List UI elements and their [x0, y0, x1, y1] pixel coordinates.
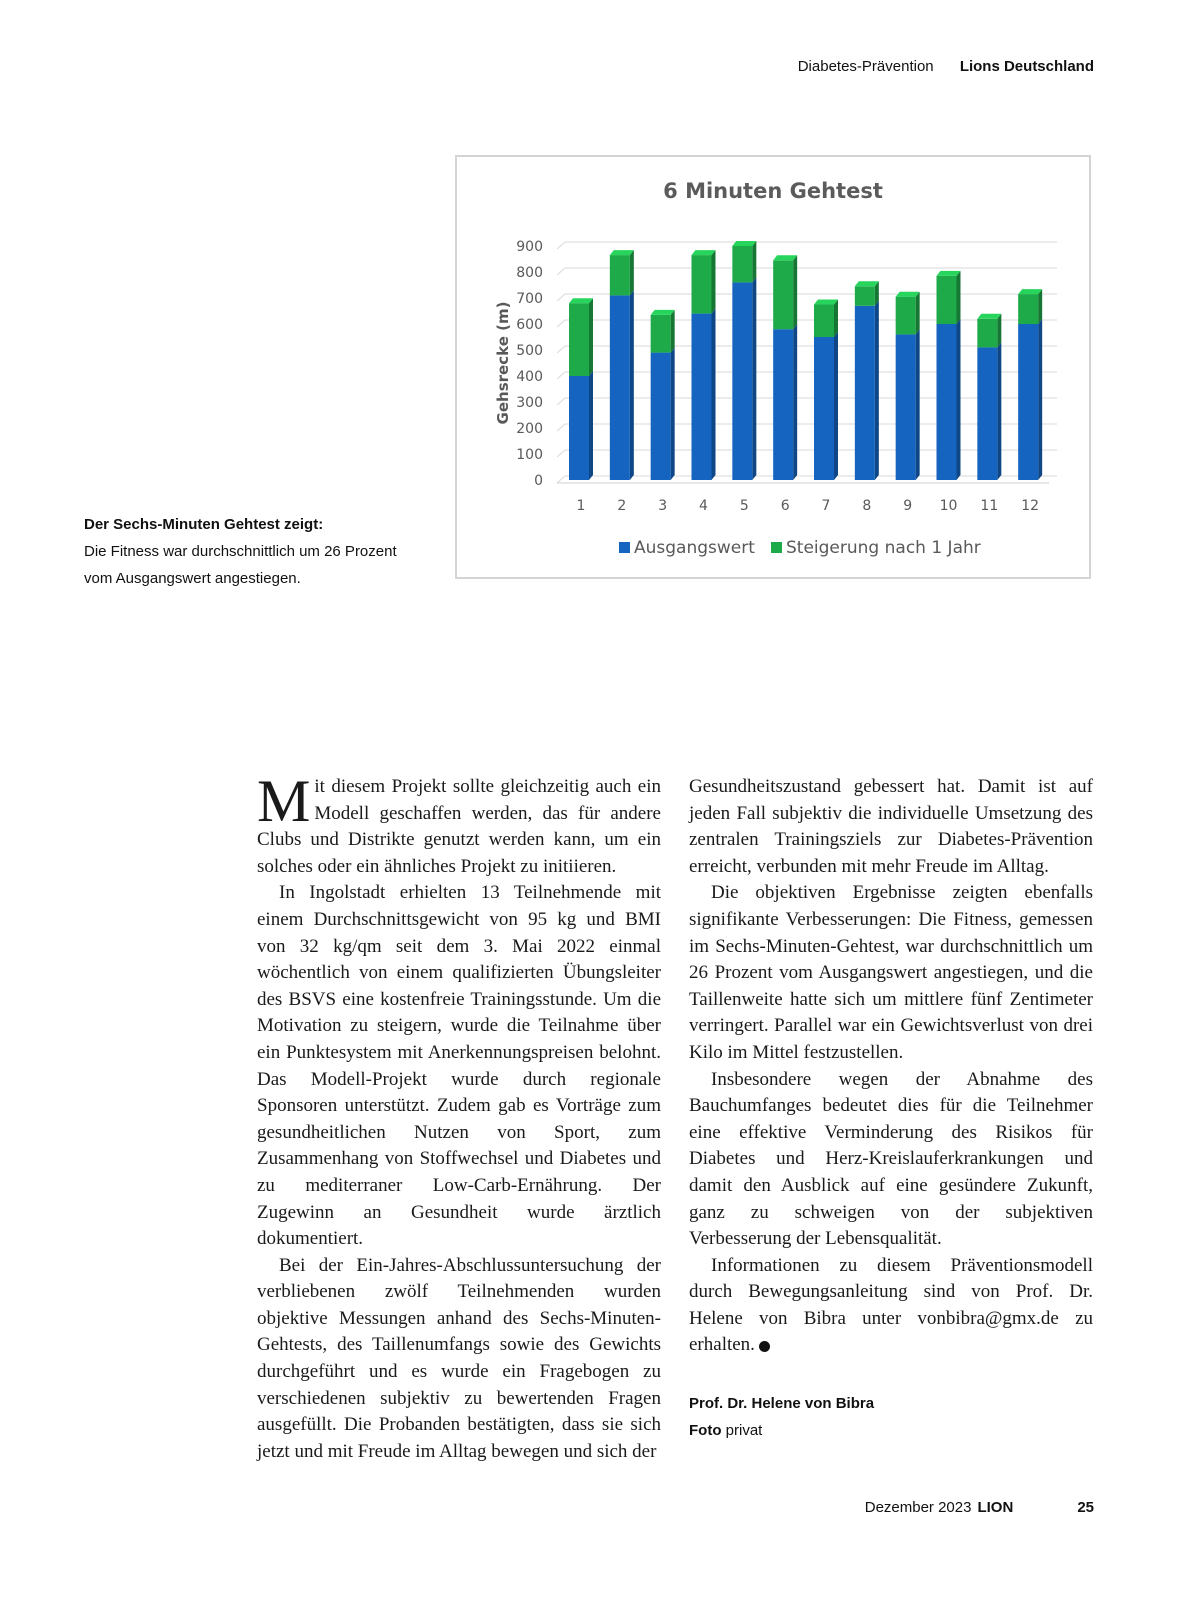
article-paragraph-5: Insbesondere wegen der Abnahme des Bauchumfanges bedeutet dies für die Teilnehmer eine effektive Verminderung des Risikos für Diabetes und Herz-Kreislauferkrankungen und damit den Ausblick auf eine gesündere Zukunft, ganz zu schweigen von der subjektiven Verbesserung der Lebensqualität.: [689, 1068, 1093, 1250]
photo-credit-label: Foto: [689, 1422, 722, 1439]
bar-increase: [896, 297, 916, 335]
y-tick-label: 700: [516, 291, 543, 307]
article-paragraph-2: In Ingolstadt erhielten 13 Teilnehmende mit einem Durchschnittsgewicht von 95 kg und BMI von 32 kg/qm seit dem 3. Mai 2022 einmal wöchentlich von einem qualifizierten Übungsleiter des BSVS eine kostenfreie Trainingsstunde. Um die Motivation zu steigern, wurde die Teilnahme über ein Punktesystem mit Anerkennungspreisen belohnt. Das Modell-Projekt wurde durch regionale Sponsoren unterstützt. Zudem gab es Vorträge zum gesundheitlichen Nutzen von Sport, zum Zusammenhang von Stoffwechsel und Diabetes und zu mediterraner Low-Carb-Ernährung. Der Zugewinn an Gesundheit wurde ärztlich dokumentiert.: [257, 882, 661, 1250]
bar-top: [569, 298, 593, 303]
y-tick-label: 500: [516, 343, 543, 359]
bar-increase: [1018, 294, 1038, 324]
gridline-depth: [557, 476, 565, 483]
article-column-left: [257, 768, 661, 1465]
bar-baseline: [569, 376, 589, 480]
x-tick-label: 6: [780, 498, 790, 514]
bar-top: [1018, 289, 1042, 294]
bar-side-increase: [1038, 289, 1042, 324]
bar-side-baseline: [630, 290, 634, 480]
bar-side-increase: [712, 250, 716, 314]
y-axis-label: Gehsrecke (m): [494, 301, 512, 425]
bar-baseline: [610, 295, 630, 480]
bar-baseline: [814, 337, 834, 480]
y-tick-label: 800: [516, 265, 543, 281]
header-section: Diabetes-Prävention: [797, 58, 934, 75]
bar-side-baseline: [589, 371, 593, 480]
bar-baseline: [977, 347, 997, 480]
bar-increase: [569, 303, 589, 376]
header-brand: Lions Deutschland: [959, 58, 1094, 75]
x-tick-label: 8: [862, 498, 872, 514]
chart-title: 6 Minuten Gehtest: [663, 179, 883, 203]
drop-cap: M: [257, 768, 311, 834]
x-tick-label: 7: [821, 498, 831, 514]
x-tick-label: 5: [739, 498, 749, 514]
bar-side-baseline: [1038, 319, 1042, 480]
x-tick-label: 3: [658, 498, 668, 514]
bar-baseline: [896, 334, 916, 480]
caption-title: Der Sechs-Minuten Gehtest zeigt:: [84, 516, 324, 533]
bar-side-baseline: [957, 319, 961, 480]
x-tick-label: 2: [617, 498, 627, 514]
bar-top: [773, 255, 797, 260]
bar-side-increase: [957, 271, 961, 324]
bar-top: [651, 310, 675, 315]
x-tick-label: 1: [576, 498, 586, 514]
footer-issue: Dezember 2023: [864, 1499, 972, 1516]
y-tick-label: 100: [516, 447, 543, 463]
bar-increase: [855, 286, 875, 306]
bar-top: [692, 250, 716, 255]
author-name: Prof. Dr. Helene von Bibra: [689, 1395, 875, 1412]
bar-side-baseline: [671, 348, 675, 480]
gridline-depth: [557, 398, 565, 405]
bar-top: [610, 250, 634, 255]
bar-side-increase: [589, 298, 593, 376]
x-tick-label: 10: [939, 498, 958, 514]
legend-label-baseline: Ausgangswert: [634, 538, 755, 558]
page-footer: [865, 1499, 1094, 1516]
paragraph-6-text: Informationen zu diesem Präventionsmodell durch Bewegungsanleitung sind von Prof. Dr. Helene von Bibra unter vonbibra@gmx.de zu erhalten.: [689, 1254, 1093, 1356]
gridline-depth: [557, 372, 565, 379]
bar-baseline: [732, 282, 752, 480]
bar-increase: [651, 315, 671, 353]
bar-side-baseline: [752, 277, 756, 480]
gridline-depth: [557, 320, 565, 327]
paragraph-1-text: it diesem Projekt sollte gleichzeitig auch ein Modell geschaffen werden, das für andere Clubs und Distrikte genutzt werden kann, um ein solches oder ein ähnliches Projekt zu initiieren.: [257, 776, 661, 877]
bar-baseline: [937, 324, 957, 480]
caption-line-2: vom Ausgangswert angestiegen.: [84, 570, 301, 587]
bar-top: [937, 271, 961, 276]
footer-magazine: LION: [977, 1499, 1014, 1516]
article-paragraph-3: Bei der Ein-Jahres-Abschlussuntersuchung der verbliebenen zwölf Teilnehmenden wurden objektive Messungen anhand des Sechs-Minuten-Gehtests, des Taillenumfangs sowie des Gewichts durchgeführt und es wurde ein Fragebogen zu verschiedenen subjektiv zu bewertenden Fragen ausgefüllt. Die Probanden bestätigten, dass sie sich jetzt und mit Freude im Alltag bewegen und sich der: [257, 1254, 661, 1462]
x-tick-label: 12: [1021, 498, 1040, 514]
article-column-right: [689, 774, 1093, 1359]
bar-increase: [977, 319, 997, 348]
bar-increase: [610, 255, 630, 295]
gridline-depth: [557, 346, 565, 353]
bar-side-baseline: [997, 342, 1001, 480]
bar-side-increase: [997, 314, 1001, 348]
y-tick-label: 900: [516, 239, 543, 255]
y-tick-label: 600: [516, 317, 543, 333]
caption-line-1: Die Fitness war durchschnittlich um 26 Prozent: [84, 543, 397, 560]
bar-side-baseline: [712, 309, 716, 480]
gridline-depth: [557, 294, 565, 301]
bar-increase: [814, 305, 834, 338]
bar-side-increase: [793, 255, 797, 329]
chart-figure: [455, 155, 1091, 579]
bar-side-baseline: [834, 332, 838, 480]
article-credits: [689, 1390, 874, 1444]
bar-side-increase: [752, 241, 756, 282]
bar-side-increase: [916, 292, 920, 335]
legend-swatch-increase: [771, 542, 782, 553]
gridline-depth: [557, 268, 565, 275]
y-tick-label: 200: [516, 421, 543, 437]
x-tick-label: 11: [980, 498, 999, 514]
bar-increase: [937, 276, 957, 324]
bar-side-baseline: [875, 301, 879, 480]
bar-top: [732, 241, 756, 246]
walk-test-chart: [457, 157, 1089, 577]
bar-baseline: [651, 353, 671, 480]
gridline-depth: [557, 242, 565, 249]
article-paragraph-3-continued: Gesundheitszustand gebessert hat. Damit ist auf jeden Fall subjektiv die individuelle Umsetzung des zentralen Trainingsziels zur Diabetes-Prävention erreicht, verbunden mit mehr Freude im Alltag.: [689, 776, 1093, 877]
bar-increase: [732, 246, 752, 282]
gridline-depth: [557, 450, 565, 457]
bar-side-increase: [671, 310, 675, 353]
y-tick-label: 0: [534, 473, 543, 489]
bar-baseline: [855, 306, 875, 480]
x-tick-label: 9: [903, 498, 913, 514]
running-header: [798, 58, 1094, 75]
bar-side-baseline: [916, 329, 920, 480]
bar-top: [855, 281, 879, 286]
bar-side-baseline: [793, 324, 797, 480]
bar-baseline: [692, 314, 712, 480]
article-paragraph-4: Die objektiven Ergebnisse zeigten ebenfalls signifikante Verbesserungen: Die Fitness, gemessen im Sechs-Minuten-Gehtest, war durchschnittlich um 26 Prozent vom Ausgangswert angestiegen, und die Taillenweite hatte sich um mittlere fünf Zentimeter verringert. Parallel war ein Gewichtsverlust von drei Kilo im Mittel festzustellen.: [689, 882, 1093, 1063]
bar-side-increase: [630, 250, 634, 295]
legend-swatch-baseline: [619, 542, 630, 553]
y-tick-label: 400: [516, 369, 543, 385]
end-mark-icon: L: [759, 1341, 770, 1352]
y-tick-label: 300: [516, 395, 543, 411]
bar-top: [814, 300, 838, 305]
gridline-depth: [557, 424, 565, 431]
bar-increase: [692, 255, 712, 314]
photo-credit-value: privat: [725, 1422, 763, 1439]
bar-increase: [773, 260, 793, 329]
page-number: 25: [1077, 1499, 1094, 1516]
bar-top: [896, 292, 920, 297]
bar-baseline: [1018, 324, 1038, 480]
article-paragraph-1: [257, 768, 661, 880]
bar-top: [977, 314, 1001, 319]
legend-label-increase: Steigerung nach 1 Jahr: [786, 538, 981, 558]
article-paragraph-6: [689, 1253, 1093, 1359]
x-tick-label: 4: [699, 498, 708, 514]
photo-credit: [689, 1417, 874, 1444]
bar-side-increase: [834, 300, 838, 338]
figure-caption: [84, 511, 444, 592]
bar-baseline: [773, 329, 793, 480]
